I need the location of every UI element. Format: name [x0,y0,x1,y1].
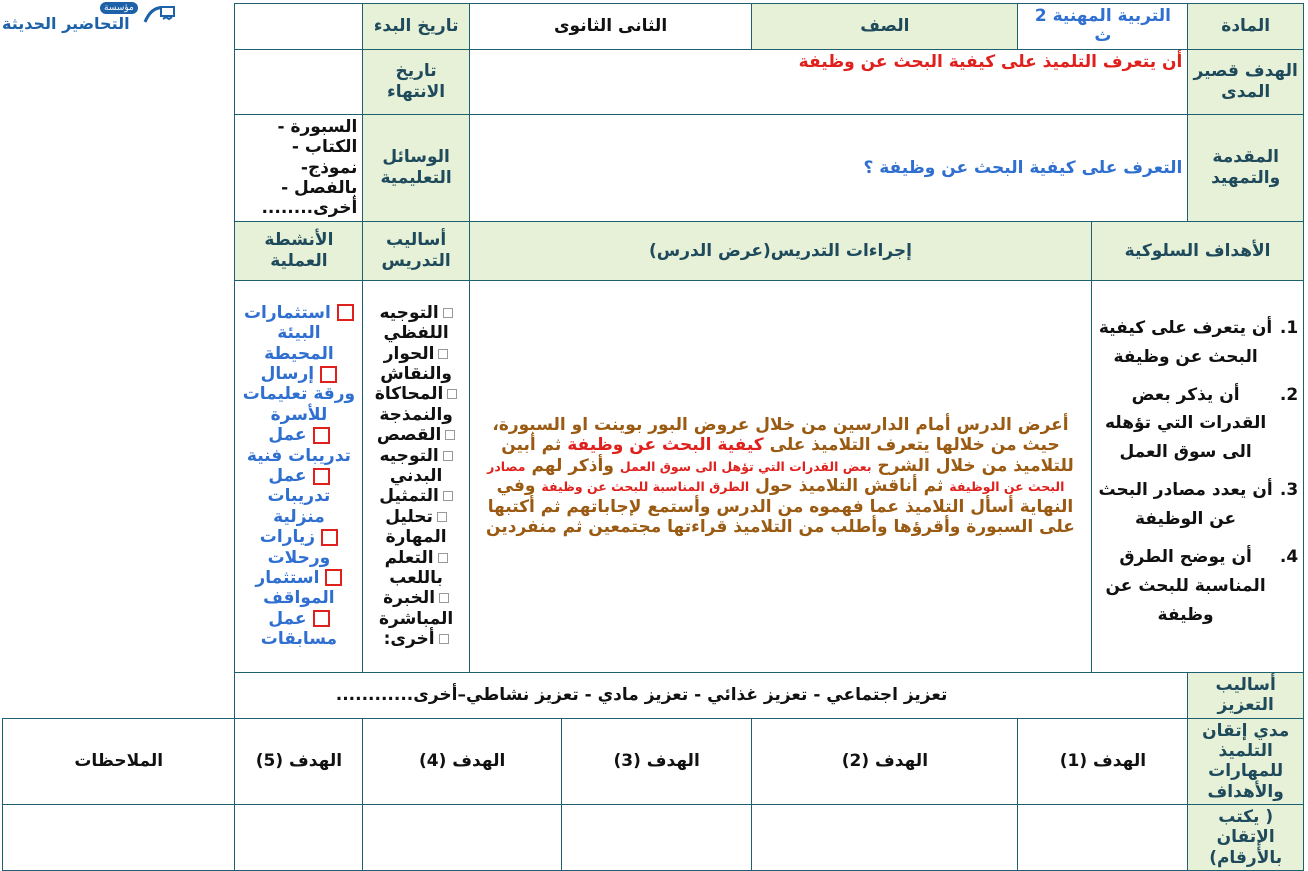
intro-value: التعرف على كيفية البحث عن وظيفة ؟ [469,114,1188,221]
objectives-cell [1092,280,1304,672]
goal-4-value[interactable] [363,805,562,871]
method-item: المحاكاة والنمذجة [368,384,463,425]
activity-item: عمل مسابقات [260,608,338,650]
numbers-note: ( يكتب الإتقان بالأرقام) [1188,805,1304,871]
lesson-plan-table [2,3,1304,871]
objective-item: 4. أن يوضح الطرق المناسبة للبحث عن وظيفة [1097,543,1274,630]
objective-item: 3. أن يعدد مصادر البحث عن الوظيفة [1097,476,1274,534]
reinforcement-label: أساليب التعزيز [1188,672,1304,718]
method-item: أخرى: [368,629,463,649]
checkbox-icon[interactable] [325,569,342,586]
checkbox-icon[interactable] [443,308,453,318]
procedure-text: وأذكر لهم [531,455,614,476]
activity-item: استثمارات البيئة المحيطة [240,303,357,364]
subject-value: التربية المهنية 2 ث [1018,4,1188,50]
row-body [3,280,1304,672]
procedure-highlight: مصادر البحث عن الوظيفة [487,458,1065,495]
activity-item: استثمار المواقف [240,568,357,609]
activities-cell [235,280,363,672]
logo-badge: مؤسسة [100,2,138,14]
method-item: الحوار والنقاش [380,343,452,385]
activities-header: الأنشطة العملية [235,221,363,280]
goal-5-header: الهدف (5) [235,718,363,805]
checkbox-icon[interactable] [313,427,330,444]
procedure-text: أعرض الدرس أمام الدارسين من خلال عروض البور بوينت او السبورة، حيث من خلالها يتعرف التلاميذ على [492,415,1069,456]
goal-1-header: الهدف (1) [1018,718,1188,805]
grade-value: الثانى الثانوى [469,4,752,50]
goal-4-header: الهدف (4) [363,718,562,805]
objective-item: 2. أن يذكر بعض القدرات التي تؤهله الى سوق العمل [1097,381,1274,468]
activity-item: زيارات ورحلات [240,527,357,568]
row-intro [3,114,1304,221]
mastery-label: مدي إتقان التلميذ للمهارات والأهداف [1188,718,1304,805]
checkbox-icon[interactable] [313,468,330,485]
activity-item: عمل تدريبات فنية [246,425,351,466]
method-item: تحليل المهارة [385,506,447,548]
checkbox-icon[interactable] [443,451,453,461]
method-item: التوجيه البدني [368,446,463,487]
checkbox-icon[interactable] [320,366,337,383]
aids-value: السبورة - الكتاب - نموذج- بالفصل - أخرى........ [235,114,363,221]
aids-label: الوسائل التعليمية [363,114,469,221]
procedure-highlight: كيفية البحث عن وظيفة [567,435,764,456]
procedure-highlight: الطرق المناسبة للبحث عن وظيفة [541,479,750,495]
procedure-text: ثم أناقش التلاميذ حول [755,476,944,497]
procedures-cell [469,280,1091,672]
method-item: التمثيل [368,486,463,506]
goal-1-value[interactable] [1018,805,1188,871]
end-date-value [235,49,363,114]
start-date-label: تاريخ البدء [363,4,469,50]
procedure-highlight: بعض القدرات التي تؤهل الى سوق العمل [619,458,872,474]
notes-header: الملاحظات [3,718,235,805]
checkbox-icon[interactable] [438,553,448,563]
checkbox-icon[interactable] [447,389,457,399]
grade-label: الصف [752,4,1018,50]
procedure-text: وفي النهاية أسأل التلاميذ عما فهموه من الدرس وأستمع لإجاباتهم ثم أكتبها على السبورة وأقرؤها وأطلب من التلاميذ قراءتها مجتمعين ثم منفردين [486,476,1075,538]
row-reinforcement [3,672,1304,718]
method-item: الخبرة المباشرة [378,588,454,629]
checkbox-icon[interactable] [443,491,453,501]
end-date-label: تاريخ الانتهاء [363,49,469,114]
activity-item: إرسال ورقة تعليمات للأسرة [242,364,356,425]
checkbox-icon[interactable] [337,304,354,321]
goal-5-value[interactable] [235,805,363,871]
goal-3-value[interactable] [561,805,751,871]
goal-2-value[interactable] [752,805,1018,871]
short-goal-label: الهدف قصير المدى [1188,49,1304,114]
row-headers [3,221,1304,280]
checkbox-icon[interactable] [438,349,448,359]
row-mastery [3,718,1304,805]
subject-label: المادة [1188,4,1304,50]
logo-name: التحاضير الحديثة [2,14,130,33]
checkbox-icon[interactable] [313,610,330,627]
objectives-header: الأهداف السلوكية [1092,221,1304,280]
methods-header: أساليب التدريس [363,221,469,280]
procedure-text: ثم أبين للتلاميذ من خلال الشرح [501,435,1074,476]
checkbox-icon[interactable] [445,430,455,440]
objectives-list [1097,314,1298,630]
row-short-goal [3,49,1304,114]
procedures-header: إجراءات التدريس(عرض الدرس) [469,221,1091,280]
publisher-logo [2,2,180,34]
checkbox-icon[interactable] [321,529,338,546]
methods-cell [363,280,469,672]
short-goal-value: أن يتعرف التلميذ على كيفية البحث عن وظيفة [469,49,1188,114]
objective-item: 1. أن يتعرف على كيفية البحث عن وظيفة [1097,314,1274,372]
method-item: التوجيه اللفظي [368,303,463,344]
method-item: التعلم باللعب [368,548,463,589]
activity-item: عمل تدريبات منزلية [267,466,331,527]
chalkboard-icon [142,2,178,30]
intro-label: المقدمة والتمهيد [1188,114,1304,221]
row-mastery-values [3,805,1304,871]
row-subject [3,4,1304,50]
checkbox-icon[interactable] [439,593,449,603]
logo-cell [235,4,363,50]
checkbox-icon[interactable] [437,512,447,522]
checkbox-icon[interactable] [439,634,449,644]
method-item: القصص [368,425,463,445]
goal-3-header: الهدف (3) [561,718,751,805]
notes-value[interactable] [3,805,235,871]
goal-2-header: الهدف (2) [752,718,1018,805]
reinforcement-value: تعزيز اجتماعي - تعزيز غذائي - تعزيز مادي - تعزيز نشاطي–أخرى............ [235,672,1188,718]
